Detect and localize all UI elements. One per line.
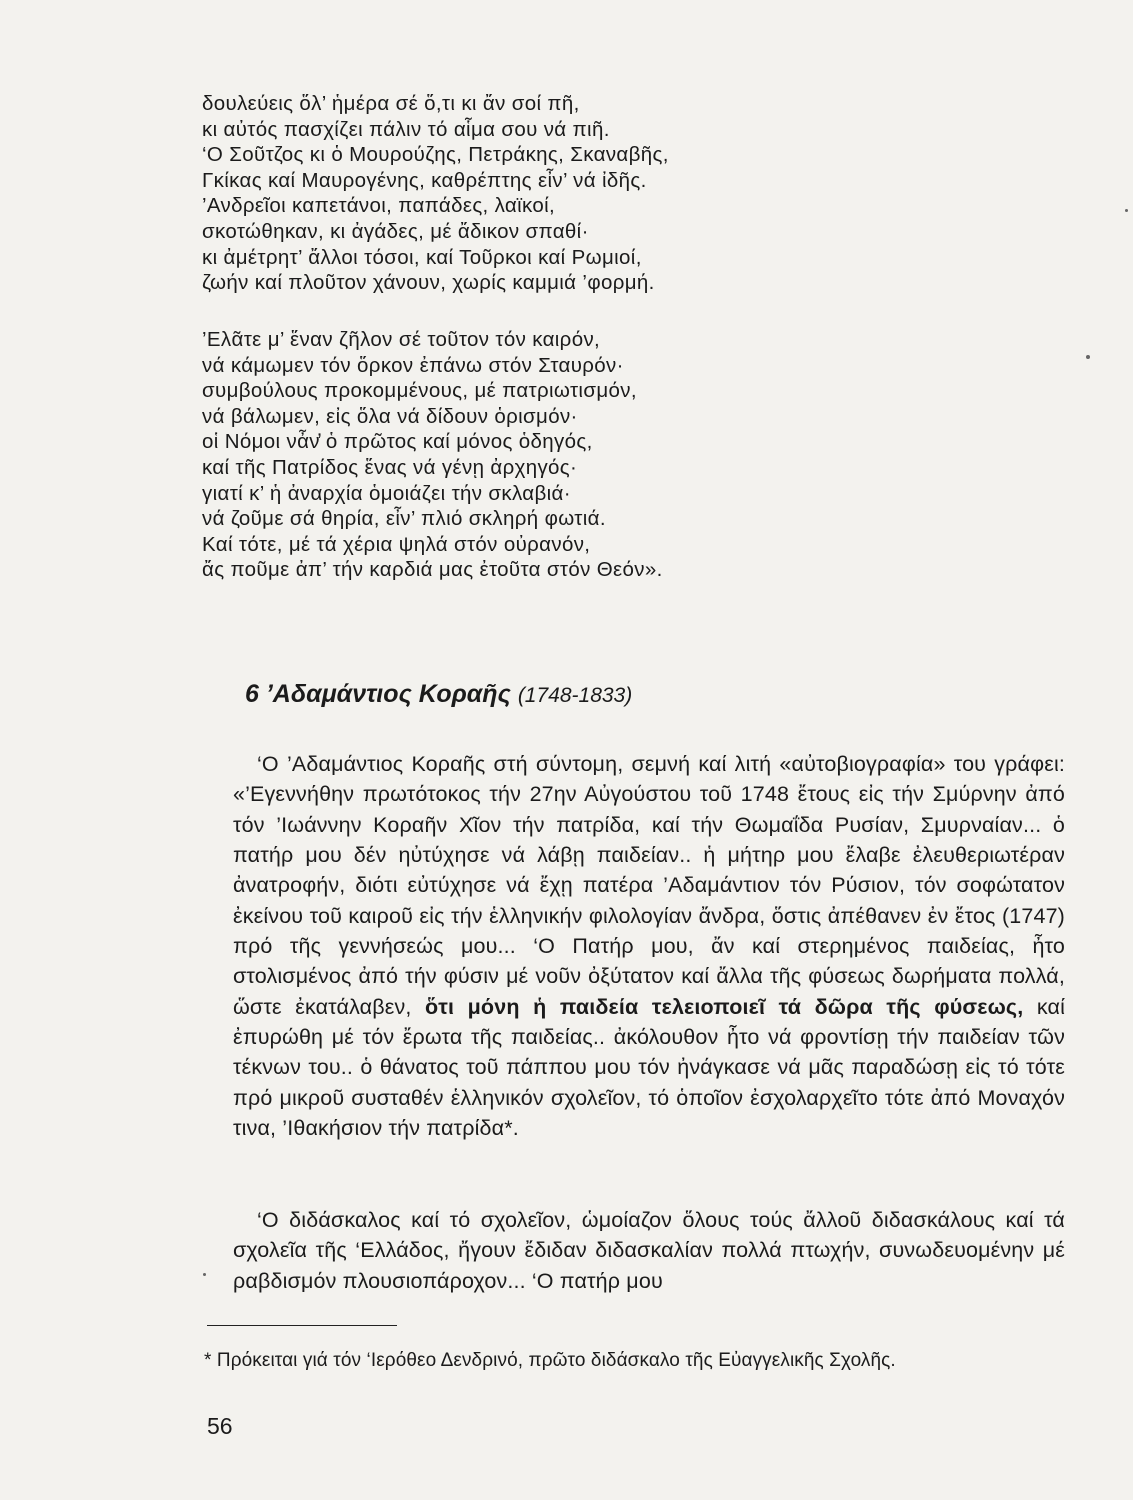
poem-line: νά ζοῦμε σά θηρία, εἶν’ πλιό σκληρή φωτιά. [202, 507, 606, 531]
poem-line: ἄς ποῦμε ἀπ’ τήν καρδιά μας ἐτοῦτα στόν Θεόν». [202, 558, 663, 582]
poem-stanza-2 [202, 327, 802, 583]
scan-speck [203, 1273, 206, 1276]
section-title: 6 ’Αδαμάντιος Κοραῆς [245, 680, 511, 708]
poem-line: ’Ελᾶτε μ’ ἕναν ζῆλον σέ τοῦτον τόν καιρόν, [202, 328, 601, 351]
poem-line: κι ἀμέτρητ’ ἄλλοι τόσοι, καί Τοῦρκοι καί Ρωμιοί, [202, 245, 642, 269]
poem-line: γιατί κ’ ἡ ἀναρχία ὁμοιάζει τήν σκλαβιά· [202, 481, 571, 505]
section-dates: (1748-1833) [517, 684, 633, 707]
body-paragraph-2: ‘Ο διδάσκαλος καί τό σχολεῖον, ὡμοίαζον ὅλους τούς ἄλλοῦ διδασκάλους καί τά σχολεῖα τῆς ‘Ελλάδος, ἤγουν ἔδιδαν διδασκαλίαν πολλά πτωχήν, συνωδευομένην μέ ραβδισμόν πλουσιοπάροχον... ‘Ο πατήρ μου [233, 1208, 1065, 1293]
poem-line: κι αὐτός πασχίζει πάλιν τό αἷμα σου νά πιῆ. [202, 117, 610, 141]
poem-stanza-1 [202, 91, 802, 296]
poem-line: δουλεύεις ὅλ’ ἡμέρα σέ ὅ,τι κι ἄν σοί πῆ, [202, 92, 580, 115]
poem-line: ζωήν καί πλοῦτον χάνουν, χωρίς καμμιά ’φορμή. [202, 271, 655, 295]
page-number: 56 [207, 1413, 233, 1439]
body-paragraph-1 [233, 749, 1065, 1143]
poem-line: νά κάμωμεν τόν ὅρκον ἐπάνω στόν Σταυρόν· [202, 353, 624, 377]
paragraph-text: καί ἐπυρώθη μέ τόν ἔρωτα τῆς παιδείας.. ἀκόλουθον ἦτο νά φροντίσῃ τήν παιδείαν τῶν τέκνων του.. ὁ θάνατος τοῦ πάππου μου τόν ἠνάγκασε νά μᾶς παραδώσῃ εἰς τό τότε πρό μικροῦ συσταθέν ἑλληνικόν σχολεῖον, τό ὁποῖον ἐσχολαρχεῖτο τότε ἀπό Μοναχόν τινα, ’Ιθακήσιον τήν πατρίδα*. [233, 994, 1066, 1141]
scan-speck [1086, 355, 1090, 359]
poem-line: νά βάλωμεν, εἰς ὅλα νά δίδουν ὁρισμόν· [202, 404, 578, 428]
scan-speck [1125, 209, 1128, 212]
poem-line: σκοτώθηκαν, κι ἀγάδες, μέ ἄδικον σπαθί· [202, 219, 589, 243]
section-heading [245, 680, 632, 709]
footnote: * Πρόκειται γιά τόν ‘Ιερόθεο Δενδρινό, πρῶτο διδάσκαλο τῆς Εὐαγγελικῆς Σχολῆς. [204, 1350, 896, 1371]
paragraph-text: ‘Ο ’Αδαμάντιος Κοραῆς στή σύντομη, σεμνή καί λιτή «αὐτοβιογραφία» του γράφει: «’Εγεννήθην πρωτότοκος τήν 27ην Αὐγούστου τοῦ 1748 ἔτους εἰς τήν Σμύρνην ἀπό τόν ’Ιωάννην Κοραῆν Χῖον τήν πατρίδα, καί τήν Θωμαΐδα Ρυσίαν, Σμυρναίαν... ὁ πατήρ μου δέν ηὐτύχησε νά λάβῃ παιδείαν.. ἡ μήτηρ μου ἔλαβε ἐλευθεριωτέραν ἀνατροφήν, διότι εὐτύχησε νά ἔχῃ πατέρα ’Αδαμάντιον τόν Ρύσιον, τόν σοφώτατον ἐκείνου τοῦ καιροῦ εἰς τήν ἑλληνικήν φιλολογίαν ἄνδρα, ὅστις ἀπέθανεν ἐν ἔτος (1747) πρό τῆς γεννήσεώς μου... ‘Ο Πατήρ μου, ἄν καί στερημένος παιδείας, ἦτο στολισμένος ἀπό τήν φύσιν μέ νοῦν ὀξύτατον καί ἄλλα τῆς φύσεως δωρήματα πολλά, ὥστε ἐκατάλαβεν, [233, 752, 1065, 1019]
poem-line: Γκίκας καί Μαυρογένης, καθρέπτης εἶν’ νά ἰδῆς. [202, 168, 647, 192]
poem-line: ‘Ο Σοῦτζος κι ὁ Μουρούζης, Πετράκης, Σκαναβῆς, [202, 143, 669, 167]
poem-line: Καί τότε, μέ τά χέρια ψηλά στόν οὐρανόν, [202, 532, 591, 556]
poem-line: καί τῆς Πατρίδος ἕνας νά γένῃ ἀρχηγός· [202, 455, 578, 479]
footnote-divider [207, 1325, 397, 1326]
poem-line: συμβούλους προκομμένους, μέ πατριωτισμόν, [202, 379, 637, 403]
poem-line: οἱ Νόμοι νἆν̓ ὁ πρῶτος καί μόνος ὁδηγός, [202, 430, 593, 454]
emphasized-text: ὅτι μόνη ἡ παιδεία τελειοποιεῖ τά δῶρα τῆς φύσεως, [425, 994, 1024, 1019]
poem-line: ’Ανδρεῖοι καπετάνοι, παπάδες, λαϊκοί, [202, 194, 556, 218]
